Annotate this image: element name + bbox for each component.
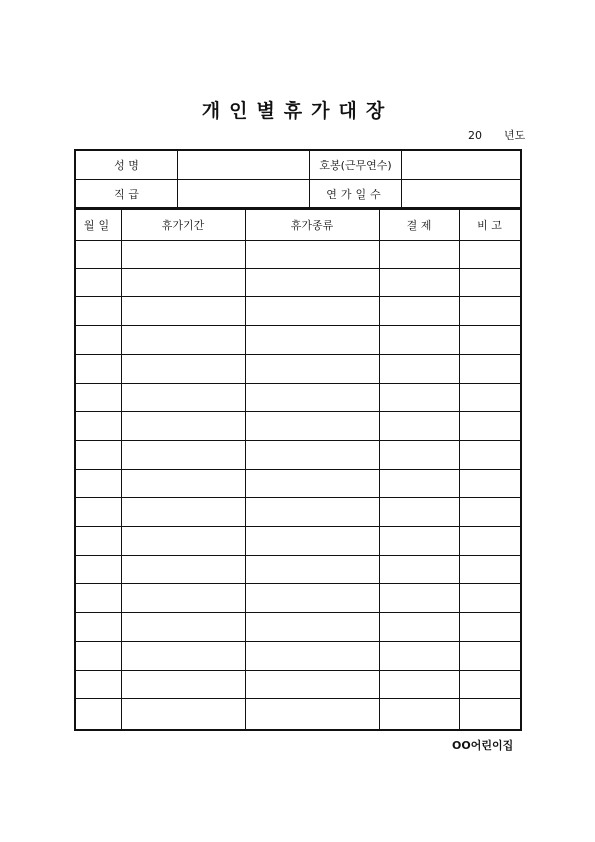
table-row[interactable] xyxy=(76,355,520,384)
table-header xyxy=(76,210,520,241)
table-row[interactable] xyxy=(76,556,520,585)
table-row[interactable] xyxy=(76,384,520,413)
leave-table xyxy=(74,209,522,731)
table-row[interactable] xyxy=(76,613,520,642)
salary-label: 호봉(근무연수) xyxy=(310,151,402,179)
table-row[interactable] xyxy=(76,240,520,269)
info-row-1 xyxy=(76,151,520,180)
col-approval: 결 제 xyxy=(406,219,432,232)
info-row-2 xyxy=(76,180,520,208)
table-row[interactable] xyxy=(76,584,520,613)
col-divider xyxy=(459,210,460,729)
table-row[interactable] xyxy=(76,671,520,700)
page-title: 개인별휴가대장 xyxy=(201,100,394,122)
organization-name: OO어린이집 xyxy=(452,739,514,752)
year-line xyxy=(468,127,525,143)
col-period: 휴가기간 xyxy=(161,219,205,232)
col-date: 월일 xyxy=(83,219,114,232)
table-row[interactable] xyxy=(76,498,520,527)
col-type: 휴가종류 xyxy=(290,219,334,232)
col-divider xyxy=(245,210,246,729)
table-row[interactable] xyxy=(76,269,520,298)
info-table xyxy=(74,149,522,209)
name-label: 성 명 xyxy=(76,151,178,179)
col-divider xyxy=(379,210,380,729)
name-value-cell[interactable] xyxy=(178,151,310,179)
col-divider xyxy=(121,210,122,729)
table-row[interactable] xyxy=(76,527,520,556)
annual-leave-label: 연가일수 xyxy=(310,180,402,208)
col-remarks: 비 고 xyxy=(477,219,502,232)
annual-leave-value-cell[interactable] xyxy=(402,180,520,208)
salary-value-cell[interactable] xyxy=(402,151,520,179)
table-row[interactable] xyxy=(76,470,520,499)
table-row[interactable] xyxy=(76,699,520,728)
table-row[interactable] xyxy=(76,297,520,326)
position-value-cell[interactable] xyxy=(178,180,310,208)
position-label: 직 급 xyxy=(76,180,178,208)
table-row[interactable] xyxy=(76,326,520,355)
year-suffix: 년도 xyxy=(504,129,526,142)
year-prefix: 20 xyxy=(468,129,482,142)
table-row[interactable] xyxy=(76,412,520,441)
table-row[interactable] xyxy=(76,441,520,470)
table-row[interactable] xyxy=(76,642,520,671)
